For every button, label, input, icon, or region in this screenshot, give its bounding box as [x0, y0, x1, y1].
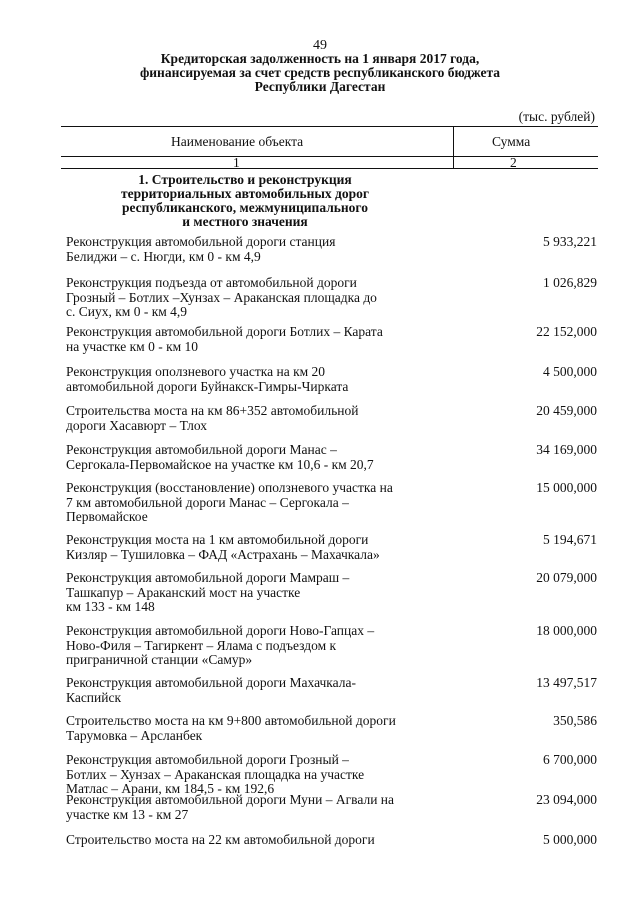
table-row-sum: 18 000,000: [536, 623, 597, 638]
table-row-sum: 5 000,000: [543, 832, 597, 847]
column-header-sum: Сумма: [492, 134, 531, 149]
row-line: участке км 13 - км 27: [66, 806, 189, 822]
row-line: Тарумовка – Арсланбек: [66, 727, 203, 743]
row-line: Строительство моста на 22 км автомобильной дороги: [66, 832, 375, 847]
row-line: км 133 - км 148: [66, 599, 155, 614]
table-row-name: [66, 753, 426, 797]
section-heading: [95, 173, 395, 229]
table-row-sum: 20 459,000: [536, 403, 597, 418]
section-line-1: 1. Строительство и реконструкция: [138, 172, 352, 187]
table-row-name: [66, 365, 426, 394]
section-line-4: и местного значения: [182, 214, 308, 229]
table-row-sum: 22 152,000: [536, 324, 597, 339]
table-row-sum: 5 194,671: [543, 532, 597, 547]
row-line: на участке км 0 - км 10: [66, 338, 199, 354]
row-line: дороги Хасавюрт – Тлох: [66, 417, 208, 433]
column-header-name: Наименование объекта: [171, 134, 304, 149]
row-line: Реконструкция автомобильной дороги станция: [66, 234, 336, 249]
table-top-rule: [61, 126, 598, 127]
title-line-1: Кредиторская задолженность на 1 января 2017 года,: [160, 51, 480, 66]
row-line: Реконструкция автомобильной дороги Махачкала-: [66, 675, 356, 690]
table-row-name: [66, 833, 426, 848]
table-row-name: [66, 325, 426, 354]
row-line: Ботлих – Хунзах – Араканская площадка на участке: [66, 766, 365, 782]
table-row-sum: 34 169,000: [536, 442, 597, 457]
row-line: Реконструкция автомобильной дороги Муни – Агвали на: [66, 792, 395, 807]
row-line: Реконструкция автомобильной дороги Манас –: [66, 442, 337, 457]
row-line: Строительства моста на км 86+352 автомобильной: [66, 403, 359, 418]
table-row-sum: 13 497,517: [536, 675, 597, 690]
row-line: Реконструкция оползневого участка на км 20: [66, 364, 326, 379]
table-row-name: [66, 443, 426, 472]
row-line: Каспийск: [66, 689, 122, 705]
table-row-name: [66, 714, 426, 743]
unit-label: (тыс. рублей): [518, 109, 595, 124]
row-line: с. Сиух, км 0 - км 4,9: [66, 304, 188, 319]
page-number: 49: [313, 38, 327, 53]
table-row-name: [66, 793, 426, 822]
table-row-name: [66, 276, 426, 320]
row-line: Реконструкция автомобильной дороги Ново-Гапцах –: [66, 623, 375, 638]
row-line: 7 км автомобильной дороги Манас – Сергокала –: [66, 494, 349, 510]
row-line: Сергокала-Первомайское на участке км 10,6 - км 20,7: [66, 456, 374, 472]
document-title: [0, 52, 640, 94]
header-rule: [61, 156, 598, 157]
row-line: Ташкапур – Араканский мост на участке: [66, 584, 301, 600]
row-line: Белиджи – с. Нюгди, км 0 - км 4,9: [66, 248, 261, 264]
title-line-3: Республики Дагестан: [254, 79, 386, 94]
table-row-name: [66, 676, 426, 705]
row-line: Реконструкция автомобильной дороги Грозный –: [66, 752, 349, 767]
row-line: приграничной станции «Самур»: [66, 652, 253, 667]
column-number-1: 1: [233, 155, 240, 170]
table-row-sum: 350,586: [553, 713, 597, 728]
column-number-2: 2: [510, 155, 517, 170]
row-line: Реконструкция подъезда от автомобильной дороги: [66, 275, 357, 290]
row-line: Матлас – Арани, км 184,5 - км 192,6: [66, 781, 275, 796]
section-line-2: территориальных автомобильных дорог: [120, 186, 369, 201]
row-line: автомобильной дороги Буйнакск-Гимры-Чирката: [66, 378, 349, 394]
table-row-sum: 4 500,000: [543, 364, 597, 379]
row-line: Реконструкция (восстановление) оползневого участка на: [66, 480, 393, 495]
row-line: Строительство моста на км 9+800 автомобильной дороги: [66, 713, 396, 728]
row-line: Реконструкция автомобильной дороги Мамраш –: [66, 570, 350, 585]
table-row-sum: 15 000,000: [536, 480, 597, 495]
row-line: Ново-Филя – Тагиркент – Ялама с подъездом к: [66, 637, 337, 653]
table-row-sum: 23 094,000: [536, 792, 597, 807]
table-row-name: [66, 235, 426, 264]
table-row-sum: 20 079,000: [536, 570, 597, 585]
row-line: Грозный – Ботлих –Хунзах – Араканская площадка до: [66, 289, 377, 305]
table-row-sum: 1 026,829: [543, 275, 597, 290]
column-number-rule: [61, 168, 598, 169]
section-line-3: республиканского, межмуниципального: [122, 200, 368, 215]
row-line: Первомайское: [66, 509, 148, 524]
header-column-divider: [453, 126, 454, 168]
title-line-2: финансируемая за счет средств республиканского бюджета: [139, 65, 501, 80]
table-row-sum: 6 700,000: [543, 752, 597, 767]
table-row-name: [66, 571, 426, 615]
table-row-name: [66, 533, 426, 562]
table-row-name: [66, 481, 426, 525]
table-row-name: [66, 404, 426, 433]
row-line: Реконструкция моста на 1 км автомобильной дороги: [66, 532, 369, 547]
table-row-name: [66, 624, 426, 668]
table-row-sum: 5 933,221: [543, 234, 597, 249]
row-line: Реконструкция автомобильной дороги Ботлих – Карата: [66, 324, 383, 339]
row-line: Кизляр – Тушиловка – ФАД «Астрахань – Махачкала»: [66, 546, 380, 562]
